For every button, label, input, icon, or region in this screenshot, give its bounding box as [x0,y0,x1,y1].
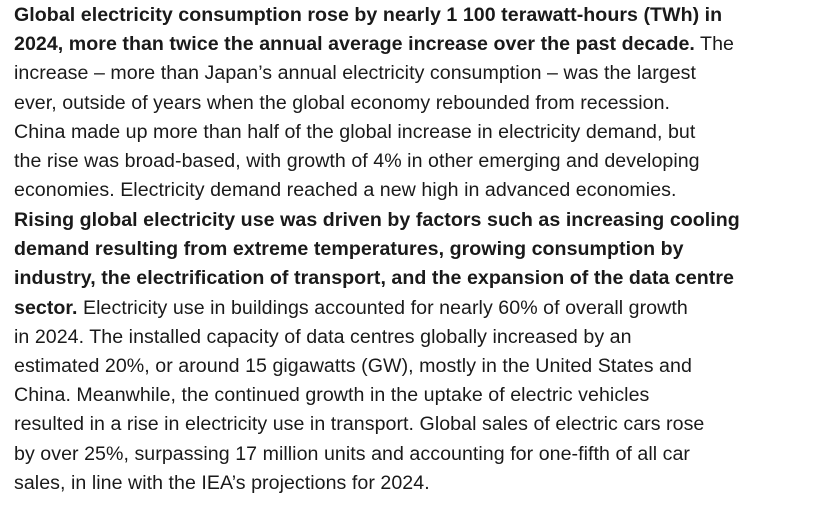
text-line [14,1,829,30]
text-line [14,176,829,205]
text-segment: increase – more than Japan’s annual electricity consumption – was the largest [14,62,697,85]
text-line [14,59,829,88]
text-segment: in 2024. The installed capacity of data centres globally increased by an [14,325,632,348]
text-line [14,294,829,323]
text-line [14,323,829,352]
text-segment: the rise was broad-based, with growth of 4% in other emerging and developing [14,149,700,172]
bold-text-segment: 2024, more than twice the annual average increase over the past decade. [14,33,695,56]
text-line [14,440,829,469]
text-line [14,469,829,498]
text-segment: estimated 20%, or around 15 gigawatts (GW), mostly in the United States and [14,354,692,377]
text-segment: ever, outside of years when the global economy rebounded from recession. [14,91,671,114]
text-segment: economies. Electricity demand reached a new high in advanced economies. [14,179,677,202]
text-line [14,30,829,59]
text-line [14,235,829,264]
text-line [14,147,829,176]
bold-text-segment: industry, the electrification of transport, and the expansion of the data centre [14,267,735,290]
text-line [14,410,829,439]
bold-text-segment: sector. [14,296,78,319]
text-line [14,264,829,293]
text-line [14,118,829,147]
text-segment: resulted in a rise in electricity use in transport. Global sales of electric cars rose [14,413,705,436]
paragraph-growth-drivers [14,206,829,498]
bold-text-segment: Rising global electricity use was driven by factors such as increasing cooling [14,209,740,231]
text-line [14,352,829,381]
text-segment: Electricity use in buildings accounted for nearly 60% of overall growth [77,296,688,319]
text-segment: China made up more than half of the global increase in electricity demand, but [14,120,696,143]
text-segment: sales, in line with the IEA’s projections for 2024. [14,471,430,494]
bold-text-segment: Global electricity consumption rose by nearly 1 100 terawatt-hours (TWh) in [14,4,723,26]
text-line [14,206,829,235]
text-segment: China. Meanwhile, the continued growth in the uptake of electric vehicles [14,384,650,407]
text-line [14,381,829,410]
text-segment: The [694,33,734,56]
text-line [14,89,829,118]
paragraph-electricity-consumption [14,1,829,205]
bold-text-segment: demand resulting from extreme temperatures, growing consumption by [14,238,684,261]
text-segment: by over 25%, surpassing 17 million units and accounting for one-fifth of all car [14,442,690,465]
